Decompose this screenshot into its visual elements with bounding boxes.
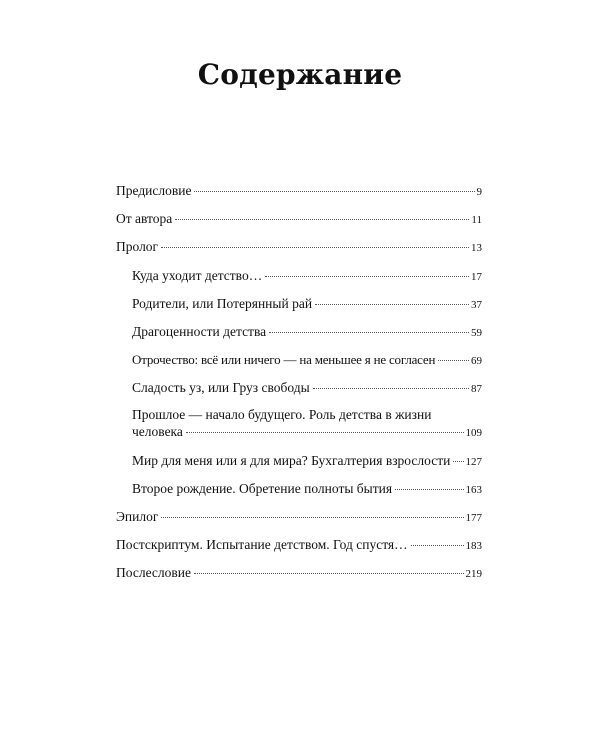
toc-entry-title: Пролог [116, 239, 159, 254]
toc-entry-title: Эпилог [116, 509, 159, 524]
toc-page-number: 69 [471, 355, 482, 367]
dot-leader [186, 432, 464, 433]
toc-page-number: 13 [471, 242, 482, 254]
dot-leader [194, 573, 464, 574]
toc-entry-title-line-2-row [132, 423, 482, 442]
toc-entry-chapter-2[interactable] [132, 295, 482, 314]
dot-leader [313, 388, 469, 389]
toc-entry-chapter-8[interactable] [132, 480, 482, 499]
toc-page-number: 87 [471, 383, 482, 395]
toc-entry-title: Драгоценности детства [132, 324, 267, 339]
toc-entry-chapter-5[interactable] [132, 379, 482, 398]
dot-leader [194, 191, 474, 192]
toc-entry-title: Сладость уз, или Груз свободы [132, 380, 310, 395]
toc-entry-title: Послесловие [116, 565, 191, 580]
toc-entry-preface[interactable] [116, 182, 482, 201]
toc-entry-title-line-1: Прошлое — начало будущего. Роль детства в жизни [132, 407, 432, 422]
toc-entry-prologue[interactable] [116, 238, 482, 257]
dot-leader [161, 517, 463, 518]
toc-entry-afterword[interactable] [116, 564, 482, 583]
toc-entry-chapter-3[interactable] [132, 323, 482, 342]
dot-leader [175, 219, 469, 220]
dot-leader [269, 332, 469, 333]
dot-leader [161, 247, 469, 248]
toc-page-number: 127 [465, 456, 482, 468]
toc-entry-title: Отрочество: всё или ничего — на меньшее я не согласен [132, 352, 436, 367]
dot-leader [315, 304, 469, 305]
toc-page-number: 59 [471, 327, 482, 339]
toc-entry-title: От автора [116, 211, 173, 226]
toc-entry-title: Родители, или Потерянный рай [132, 296, 313, 311]
toc-page-number: 17 [471, 271, 482, 283]
dot-leader [411, 545, 464, 546]
dot-leader [453, 461, 463, 462]
toc-page-number: 37 [471, 299, 482, 311]
toc-entry-chapter-6[interactable] [132, 406, 482, 442]
toc-entry-title: Постскриптум. Испытание детством. Год спустя… [116, 537, 408, 552]
dot-leader [265, 276, 469, 277]
toc-page-number: 177 [465, 512, 482, 524]
toc-page-number: 11 [471, 214, 482, 226]
toc-entry-chapter-4[interactable] [132, 351, 482, 370]
toc-entry-epilogue[interactable] [116, 508, 482, 527]
page-title: Содержание [197, 58, 403, 91]
toc-page-number: 9 [476, 186, 482, 198]
toc-entry-title: Мир для меня или я для мира? Бухгалтерия взрослости [132, 453, 451, 468]
toc-entry-title-line-2: человека [132, 424, 183, 439]
toc-entry-title: Предисловие [116, 183, 192, 198]
toc-entry-postscript[interactable] [116, 536, 482, 555]
toc-entry-chapter-1[interactable] [132, 267, 482, 286]
toc-page-number: 109 [465, 427, 482, 439]
toc-entry-chapter-7[interactable] [132, 452, 482, 471]
toc-page-number: 183 [465, 540, 482, 552]
toc-entry-title: Куда уходит детство… [132, 268, 263, 283]
dot-leader [395, 489, 463, 490]
toc-entry-from-author[interactable] [116, 210, 482, 229]
toc-page-number: 219 [465, 568, 482, 580]
toc-entry-title: Второе рождение. Обретение полноты бытия [132, 481, 393, 496]
dot-leader [438, 360, 469, 361]
toc-page-number: 163 [465, 484, 482, 496]
